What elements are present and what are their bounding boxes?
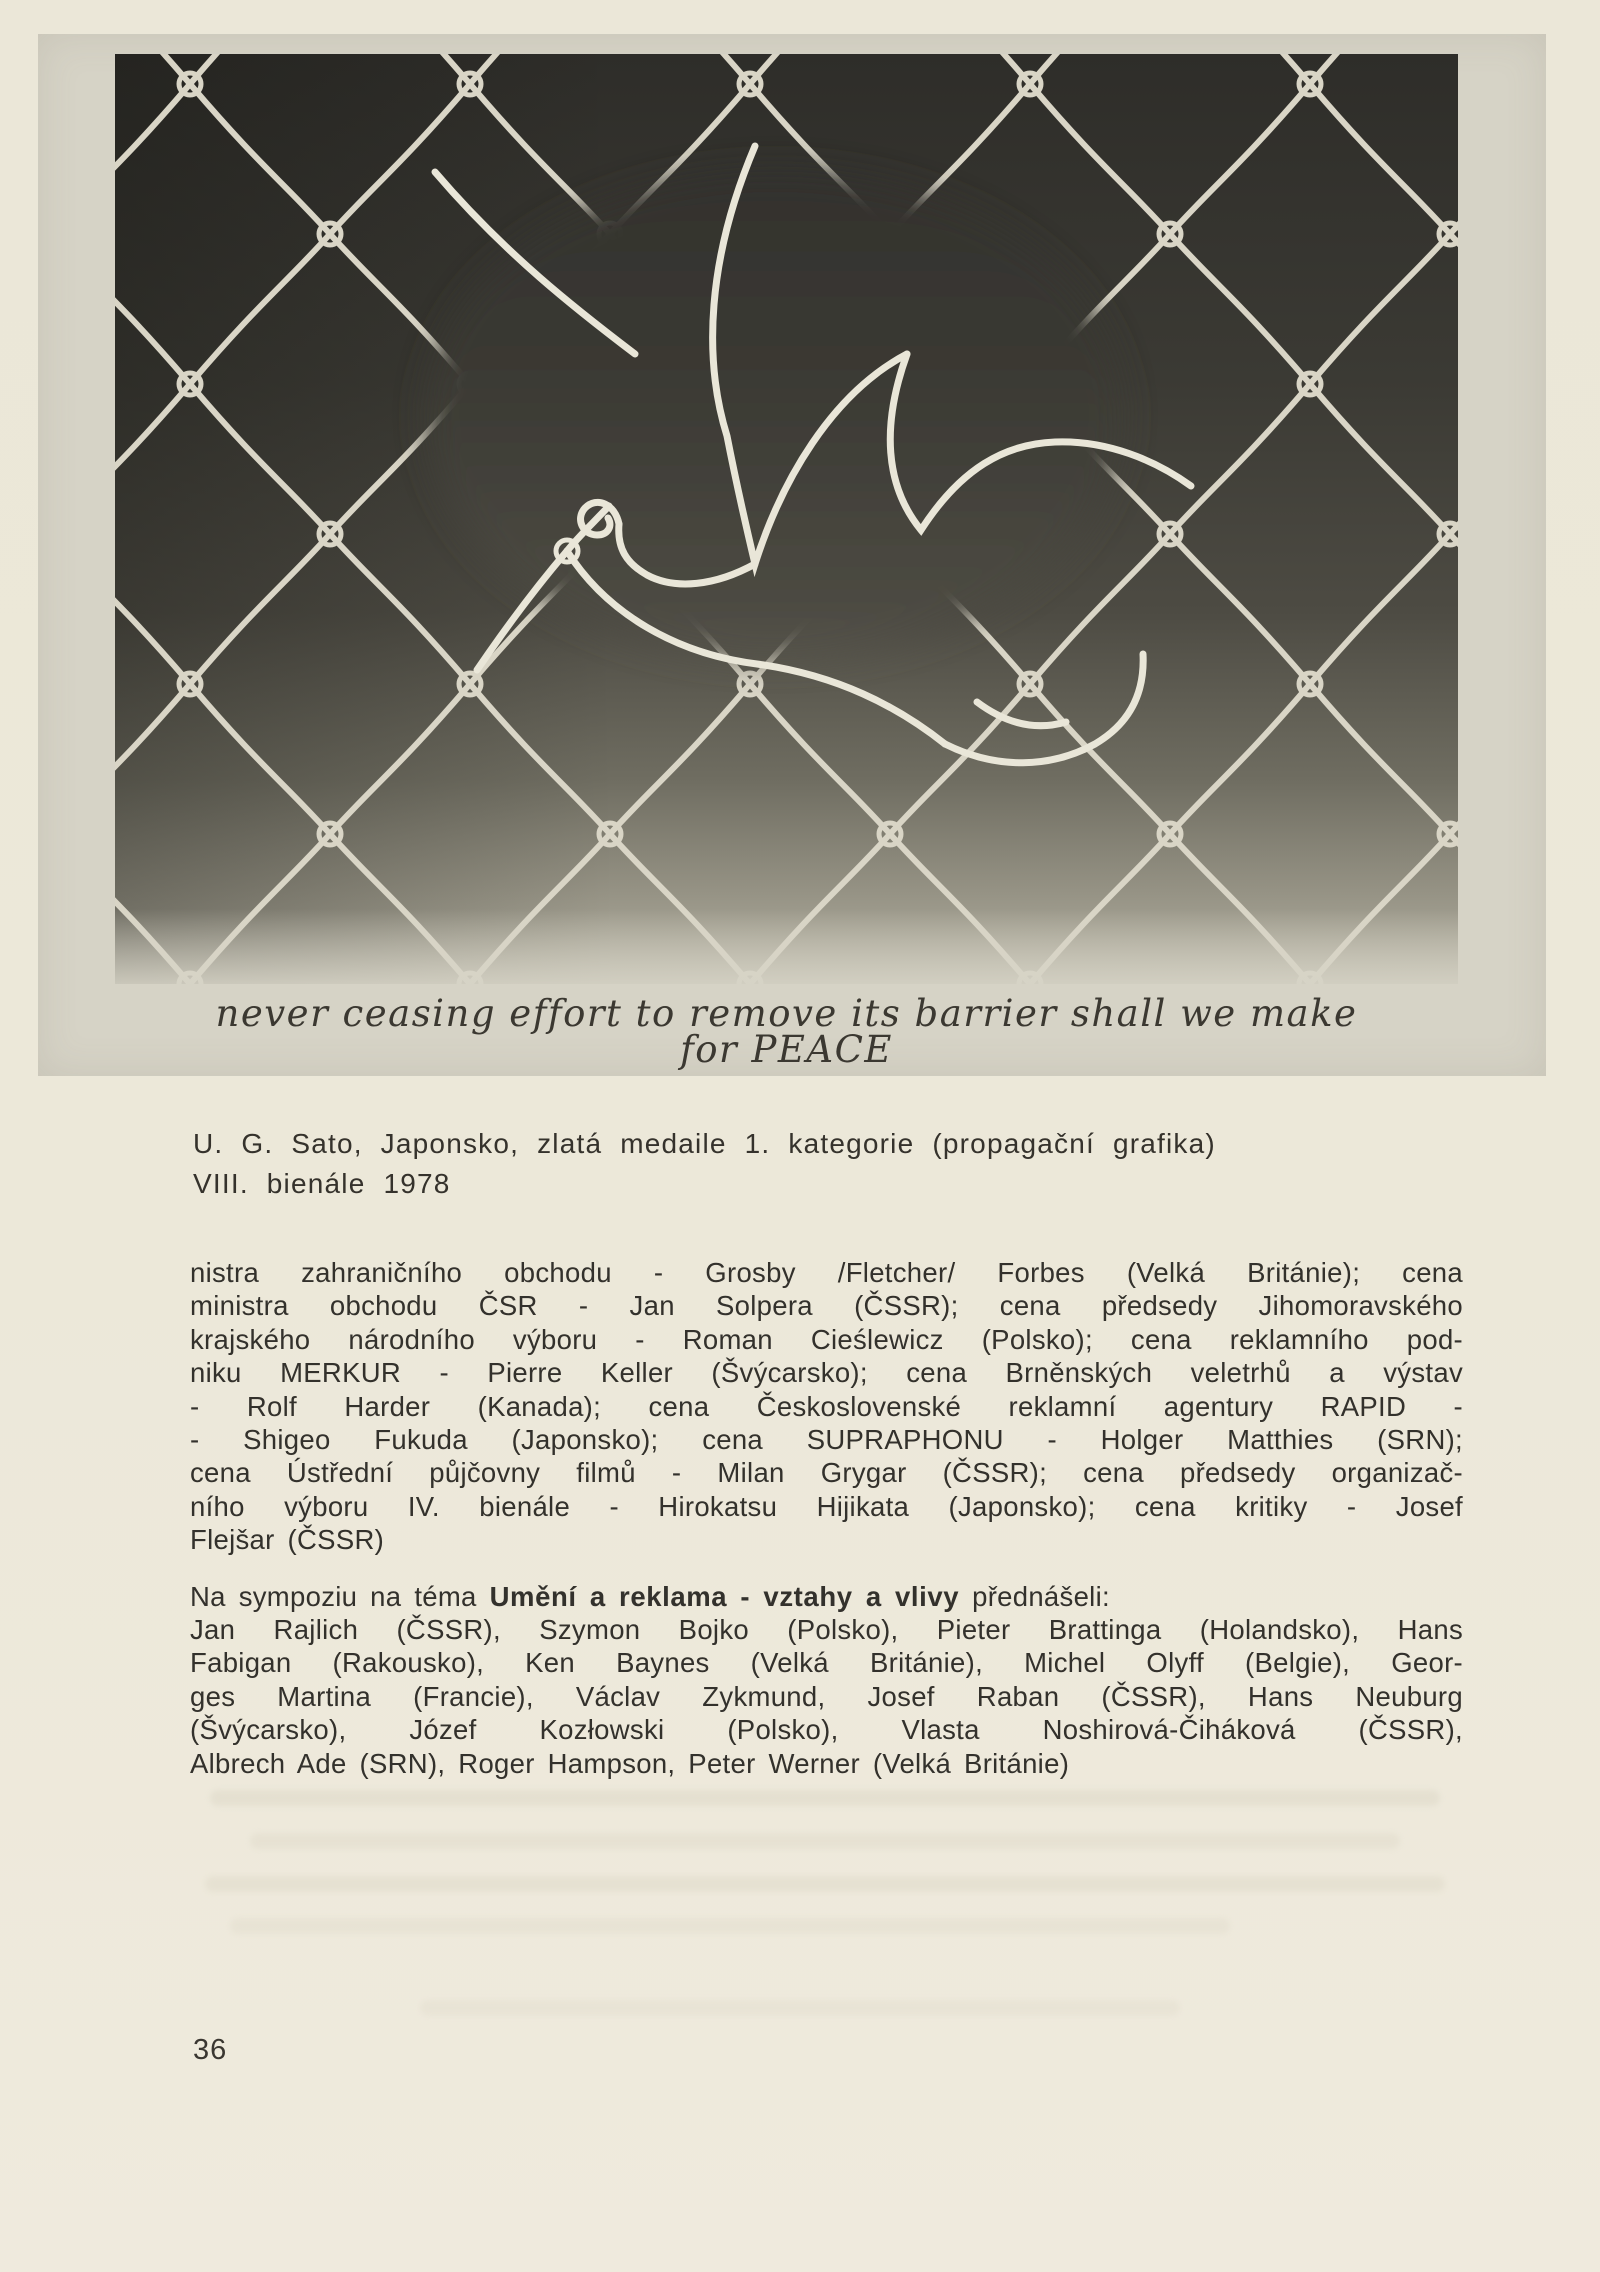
body-line: nistra zahraničního obchodu - Grosby /Fletcher/ Forbes (Velká Británie); cena: [190, 1257, 1463, 1288]
symposium-topic: Umění a reklama - vztahy a vlivy: [489, 1580, 960, 1612]
poster-caption: [115, 992, 1458, 1071]
body-line: ního výboru IV. bienále - Hirokatsu Hijikata (Japonsko); cena kritiky - Josef: [190, 1490, 1463, 1522]
poster-caption-line-1: never ceasing effort to remove its barrier shall we make: [215, 992, 1358, 1035]
credit-line-1: U. G. Sato, Japonsko, zlatá medaile 1. kategorie (propagační grafika): [193, 1128, 1216, 1159]
body-line: krajského národního výboru - Roman Cieślewicz (Polsko); cena reklamního pod-: [190, 1323, 1463, 1355]
poster: [38, 34, 1546, 1076]
body-line: (Švýcarsko), Józef Kozłowski (Polsko), Vlasta Noshirová-Čiháková (ČSSR),: [190, 1714, 1463, 1746]
symposium-heading-post: přednášeli:: [959, 1580, 1110, 1612]
symposium-heading: [190, 1580, 1463, 1613]
fence-dove-photo: [115, 54, 1458, 984]
body-line: Flejšar (ČSSR): [190, 1524, 385, 1556]
body-line: - Shigeo Fukuda (Japonsko); cena SUPRAPHONU - Holger Matthies (SRN);: [190, 1424, 1463, 1456]
body-line: Jan Rajlich (ČSSR), Szymon Bojko (Polsko), Pieter Brattinga (Holandsko), Hans: [190, 1614, 1463, 1646]
symposium-heading-pre: Na sympoziu na téma: [190, 1580, 490, 1612]
body-line: Fabigan (Rakousko), Ken Baynes (Velká Británie), Michel Olyff (Belgie), Geor-: [190, 1647, 1463, 1679]
body-line: Albrech Ade (SRN), Roger Hampson, Peter Werner (Velká Británie): [190, 1747, 1070, 1779]
paragraph-speakers: [190, 1613, 1463, 1780]
body-line: cena Ústřední půjčovny filmů - Milan Grygar (ČSSR); cena předsedy organizač-: [190, 1457, 1463, 1489]
paragraph-prizes: [190, 1256, 1463, 1557]
body-line: niku MERKUR - Pierre Keller (Švýcarsko); cena Brněnských veletrhů a výstav: [190, 1357, 1463, 1389]
mesh-gap: [425, 169, 1125, 659]
body-line: ministra obchodu ČSR - Jan Solpera (ČSSR); cena předsedy Jihomoravského: [190, 1290, 1463, 1322]
body-line: ges Martina (Francie), Václav Zykmund, Josef Raban (ČSSR), Hans Neuburg: [190, 1680, 1463, 1712]
photo-credit: [193, 1124, 1473, 1204]
body-line: - Rolf Harder (Kanada); cena Československé reklamní agentury RAPID -: [190, 1390, 1463, 1422]
body-text: [190, 1256, 1463, 1780]
credit-line-2: VIII. bienále 1978: [193, 1168, 451, 1199]
poster-caption-line-2: for PEACE: [680, 1028, 893, 1071]
page-number: 36: [193, 2034, 228, 2066]
